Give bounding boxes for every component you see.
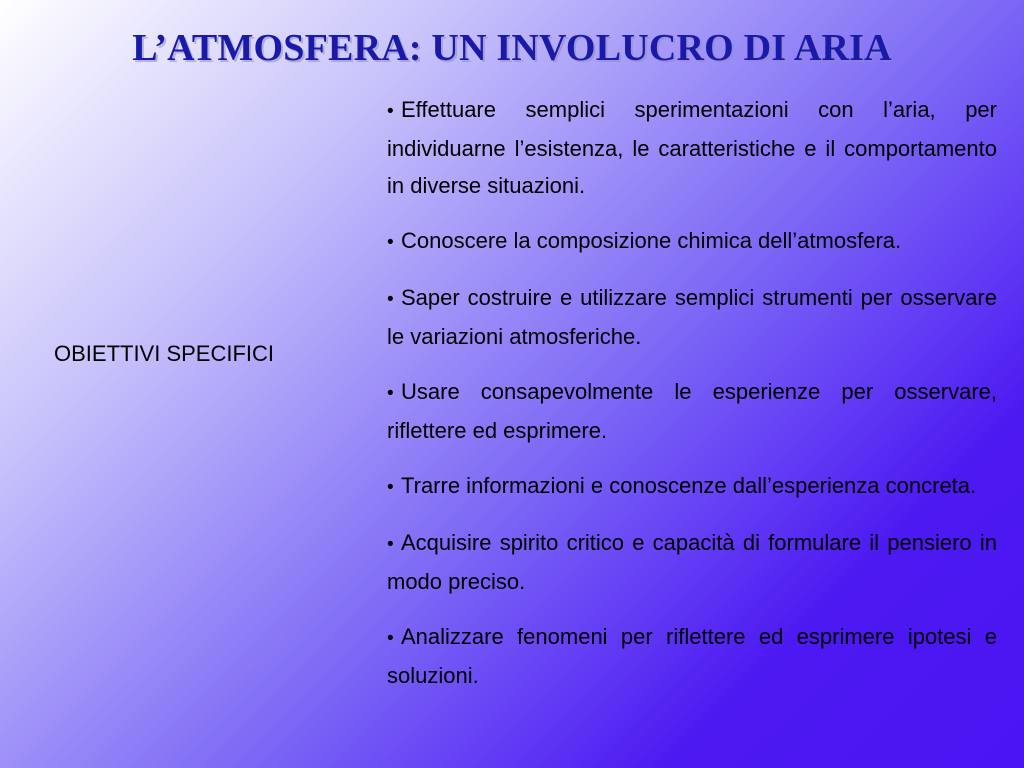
- bullet-icon: •: [387, 289, 394, 310]
- list-item: [387, 91, 997, 204]
- bullet-icon: •: [387, 101, 394, 122]
- objectives-heading: OBIETTIVI SPECIFICI: [54, 341, 275, 366]
- objective-text: Acquisire spirito critico e capacità di formulare il pensiero in modo preciso.: [387, 530, 997, 594]
- list-item: [387, 618, 997, 694]
- bullet-icon: •: [387, 628, 394, 649]
- objective-text: Usare consapevolmente le esperienze per osservare, riflettere ed esprimere.: [387, 379, 997, 443]
- bullet-icon: •: [387, 534, 394, 555]
- list-item: [387, 524, 997, 600]
- objective-text: Analizzare fenomeni per riflettere ed esprimere ipotesi e soluzioni.: [387, 624, 997, 688]
- list-item: [387, 373, 997, 449]
- objective-text: Effettuare semplici sperimentazioni con l’aria, per individuarne l’esistenza, le caratteristiche e il comportamento in diverse situazioni.: [387, 97, 997, 198]
- objectives-list: [387, 91, 997, 712]
- list-item: [387, 222, 997, 261]
- objective-text: Conoscere la composizione chimica dell’atmosfera.: [401, 228, 902, 253]
- objective-text: Trarre informazioni e conoscenze dall’esperienza concreta.: [401, 473, 977, 498]
- list-item: [387, 279, 997, 355]
- slide-title: L’ATMOSFERA: UN INVOLUCRO DI ARIA: [132, 27, 892, 69]
- bullet-icon: •: [387, 383, 394, 404]
- objective-text: Saper costruire e utilizzare semplici strumenti per osservare le variazioni atmosferiche.: [387, 285, 997, 349]
- bullet-icon: •: [387, 232, 394, 253]
- list-item: [387, 467, 997, 506]
- bullet-icon: •: [387, 477, 394, 498]
